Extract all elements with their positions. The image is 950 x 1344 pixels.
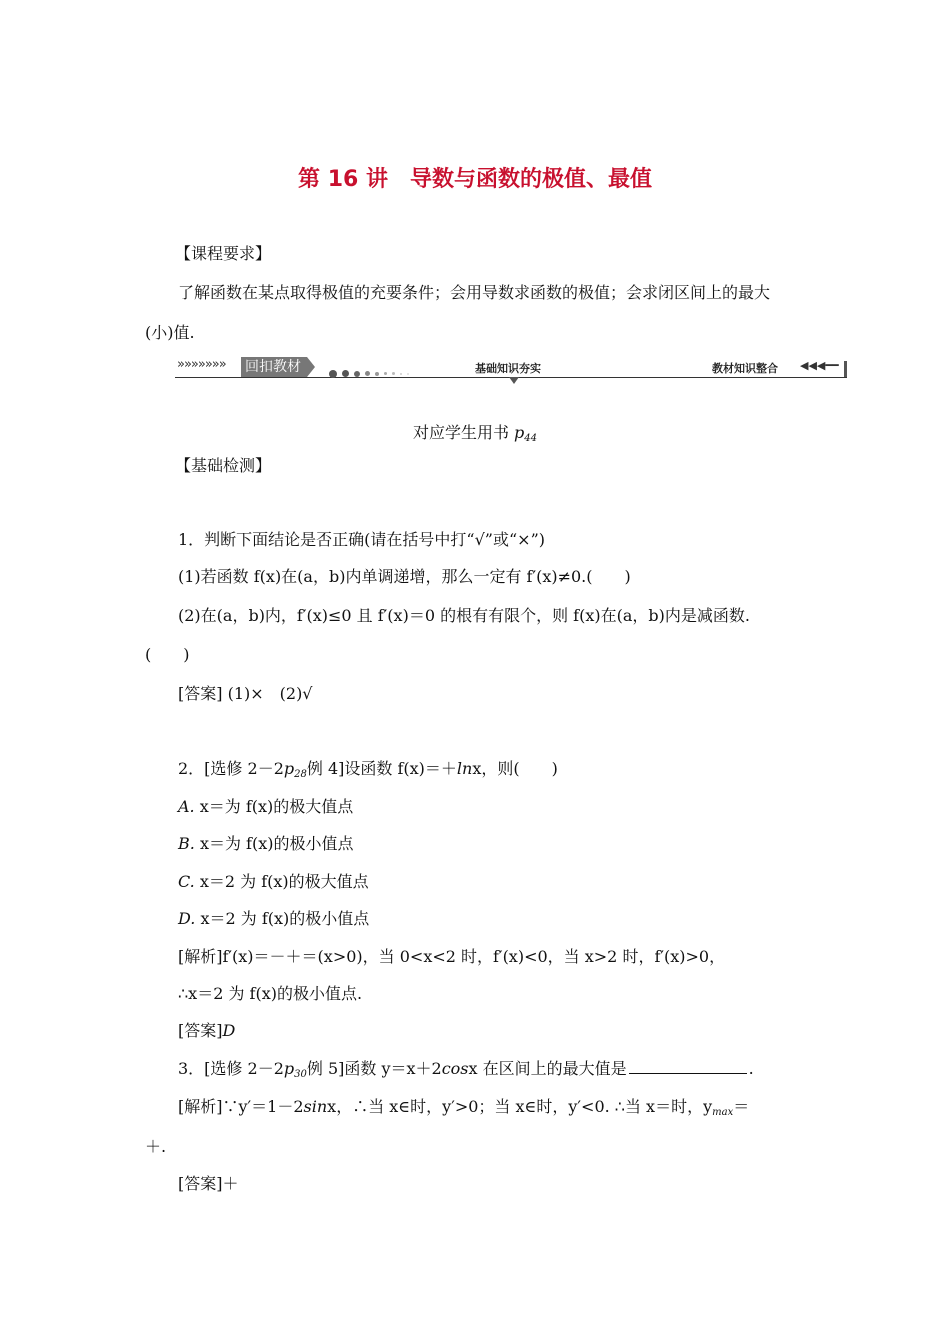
section-banner bbox=[175, 357, 847, 379]
q3-answer: [答案]＋ bbox=[178, 1174, 239, 1193]
q2-option-d: D. x＝2 为 f(x)的极小值点 bbox=[178, 909, 370, 928]
requirements-line-2: (小)值. bbox=[145, 323, 195, 342]
q1-item-2-bracket: ( ) bbox=[145, 645, 190, 664]
q3-answer-blank bbox=[629, 1059, 747, 1074]
q1-item-2: (2)在(a，b)内，f′(x)≤0 且 f′(x)＝0 的根有有限个，则 f(x)在(a，b)内是减函数. bbox=[178, 606, 750, 625]
q2-analysis-2: ∴x＝2 为 f(x)的极小值点. bbox=[178, 984, 363, 1003]
q3-analysis-2: ＋. bbox=[145, 1137, 167, 1156]
student-book-reference: 对应学生用书 p44 bbox=[412, 423, 538, 444]
q2-option-c: C. x＝2 为 f(x)的极大值点 bbox=[178, 872, 369, 891]
q2-stem: 2．[选修 2－2p28例 4]设函数 f(x)＝＋lnx，则( ) bbox=[178, 759, 558, 780]
q1-stem: 1．判断下面结论是否正确(请在括号中打“√”或“×”) bbox=[178, 530, 545, 549]
banner-tag: 回扣教材 bbox=[241, 357, 307, 377]
q2-option-a: A. x＝为 f(x)的极大值点 bbox=[178, 797, 354, 816]
section-heading-course-requirements: 【课程要求】 bbox=[175, 244, 272, 263]
banner-pointer-icon bbox=[509, 377, 519, 384]
banner-left-arrows-icon: ◀◀◀━━ bbox=[800, 359, 839, 372]
requirements-line-1: 了解函数在某点取得极值的充要条件；会用导数求函数的极值；会求闭区间上的最大 bbox=[178, 283, 771, 302]
page-title: 第 16 讲 导数与函数的极值、最值 bbox=[298, 167, 652, 192]
banner-end-bar bbox=[844, 361, 847, 377]
q3-stem: 3．[选修 2－2p30例 5]函数 y＝x＋2cosx 在区间上的最大值是 . bbox=[178, 1059, 754, 1080]
banner-dots-icon bbox=[329, 363, 414, 382]
banner-arrows-icon: »»»»»»» bbox=[177, 357, 226, 372]
q1-answer: [答案] (1)× (2)√ bbox=[178, 684, 313, 703]
q3-analysis-1: [解析]∵y′＝1－2sinx，∴当 x∈时，y′>0；当 x∈时，y′<0. ∴当 x＝时，ymax＝ bbox=[178, 1097, 750, 1118]
banner-middle-label: 基础知识夯实 bbox=[475, 362, 541, 375]
q2-answer: [答案]D bbox=[178, 1021, 236, 1040]
q1-item-1: (1)若函数 f(x)在(a，b)内单调递增，那么一定有 f′(x)≠0.( ) bbox=[178, 567, 631, 586]
banner-right-label: 教材知识整合 bbox=[712, 362, 778, 375]
section-heading-basic-test: 【基础检测】 bbox=[175, 456, 272, 475]
q2-option-b: B. x＝为 f(x)的极小值点 bbox=[178, 834, 354, 853]
q2-analysis-1: [解析]f′(x)＝－＋＝(x>0)，当 0<x<2 时，f′(x)<0，当 x>2 时，f′(x)>0， bbox=[178, 947, 726, 966]
